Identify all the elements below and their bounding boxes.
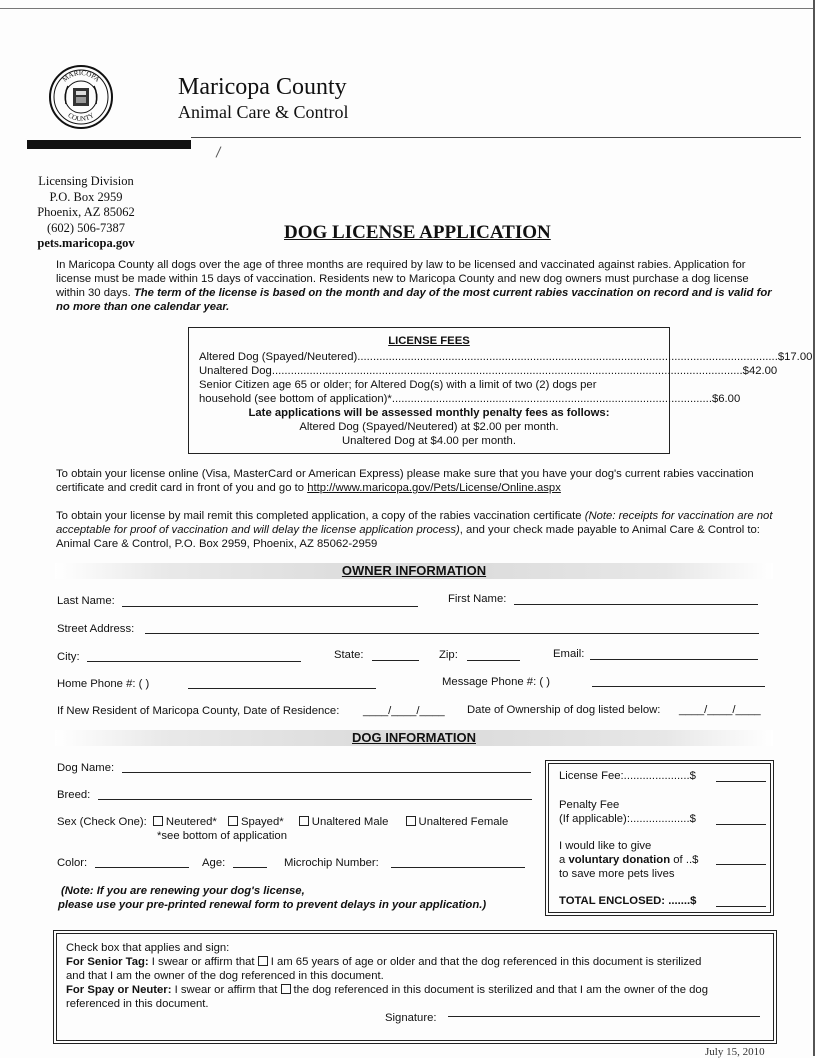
- mail-instructions: [56, 509, 776, 551]
- ownership-date-field[interactable]: ____/____/____: [679, 704, 761, 716]
- fee-amount: $17.00: [777, 351, 813, 363]
- email-label: Email:: [553, 648, 585, 660]
- donation-text: a: [559, 854, 566, 866]
- license-fees-box: [188, 327, 813, 454]
- org-name: Maricopa County: [178, 74, 347, 100]
- online-license-link[interactable]: http://www.maricopa.gov/Pets/License/Online.aspx: [307, 482, 561, 494]
- dog-heading: DOG INFORMATION: [352, 730, 476, 745]
- header-bar: [27, 140, 191, 149]
- svg-text:COUNTY: COUNTY: [66, 111, 96, 124]
- penalty-fee-label: Penalty Fee: [559, 799, 620, 811]
- microchip-field[interactable]: [391, 867, 525, 868]
- mail-text: , and your check made payable to Animal Care & Control to: Animal Care & Control, P.O. Box 2959, Phoenix, AZ 85062-2959: [56, 524, 760, 550]
- color-field[interactable]: [95, 867, 189, 868]
- address-line: P.O. Box 2959: [49, 189, 123, 204]
- donation-emphasis: voluntary donation: [568, 854, 671, 866]
- fee-label: Altered Dog (Spayed/Neutered): [199, 351, 358, 363]
- intro-emphasis: The term of the license is based on the month and day of the most current rabies vaccination on record and is valid for no more than one calendar year.: [56, 287, 772, 313]
- fees-title: LICENSE FEES: [388, 335, 470, 347]
- total-enclosed-label: TOTAL ENCLOSED: .......$: [559, 895, 697, 907]
- email-field[interactable]: [590, 659, 758, 660]
- donation-label: I would like to give: [559, 840, 652, 852]
- state-field[interactable]: [372, 660, 419, 661]
- page-title: DOG LICENSE APPLICATION: [284, 222, 551, 243]
- breed-label: Breed:: [57, 789, 91, 801]
- donation-field[interactable]: [716, 864, 766, 865]
- signature-label: Signature:: [385, 1012, 437, 1024]
- microchip-label: Microchip Number:: [284, 857, 379, 869]
- unaltered-female-option: Unaltered Female: [418, 816, 509, 828]
- breed-field[interactable]: [98, 799, 532, 800]
- donation-label: to save more pets lives: [559, 868, 675, 880]
- late-fee-unaltered: Unaltered Dog at $4.00 per month.: [342, 435, 516, 447]
- late-fee-heading: Late applications will be assessed monthly penalty fees as follows:: [248, 407, 610, 419]
- mail-text: To obtain your license by mail remit this completed application, a copy of the rabies vaccination certificate: [56, 510, 582, 522]
- home-phone-field[interactable]: [188, 688, 376, 689]
- spay-neuter-checkbox[interactable]: [281, 984, 291, 994]
- zip-field[interactable]: [467, 660, 520, 661]
- message-phone-field[interactable]: [592, 686, 765, 687]
- fee-summary-box: [545, 760, 774, 916]
- senior-affirm-text: I am 65 years of age or older and that the dog referenced in this document is sterilized: [270, 956, 702, 968]
- first-name-label: First Name:: [448, 593, 507, 605]
- unaltered-male-option: Unaltered Male: [311, 816, 389, 828]
- header-rule: [191, 137, 801, 138]
- last-name-field[interactable]: [122, 606, 418, 607]
- address-line: (602) 506-7387: [46, 220, 126, 235]
- dot-leader: ......................................................................................................................................................: [271, 365, 743, 377]
- donation-text: of ..$: [673, 854, 699, 866]
- sex-label: Sex (Check One):: [57, 816, 147, 828]
- dog-name-field[interactable]: [122, 772, 531, 773]
- street-label: Street Address:: [57, 623, 135, 635]
- fee-row: [189, 392, 741, 406]
- scan-mark: [216, 146, 222, 157]
- total-enclosed-field[interactable]: [716, 906, 766, 907]
- state-label: State:: [334, 649, 364, 661]
- senior-tag-label: For Senior Tag:: [66, 956, 149, 968]
- residence-date-field[interactable]: ____/____/____: [363, 705, 445, 717]
- donation-label: [559, 853, 698, 867]
- renewal-note-line: please use your pre-printed renewal form to prevent delays in your application.): [58, 899, 487, 911]
- online-instructions: [56, 467, 776, 495]
- residence-date-label: If New Resident of Maricopa County, Date of Residence:: [57, 705, 340, 717]
- fee-amount: $42.00: [742, 365, 778, 377]
- affirmation-intro: Check box that applies and sign:: [66, 942, 230, 954]
- fee-label: household (see bottom of application)*: [199, 393, 392, 405]
- zip-label: Zip:: [439, 649, 458, 661]
- renewal-note: [58, 884, 486, 912]
- department-name: Animal Care & Control: [178, 102, 349, 122]
- neutered-option: Neutered*: [165, 816, 217, 828]
- city-field[interactable]: [87, 661, 301, 662]
- late-fee-altered: Altered Dog (Spayed/Neutered) at $2.00 per month.: [299, 421, 559, 433]
- age-field[interactable]: [233, 867, 267, 868]
- signature-field[interactable]: [448, 1016, 760, 1017]
- dot-leader: ......................................................................................................................................: [357, 351, 778, 363]
- senior-affirm-text: I swear or affirm that: [151, 956, 255, 968]
- dog-name-label: Dog Name:: [57, 762, 115, 774]
- spay-affirm-text: I swear or affirm that: [174, 984, 278, 996]
- fee-row: Senior Citizen age 65 or older; for Altered Dog(s) with a limit of two (2) dogs per: [199, 379, 597, 391]
- fee-row: [189, 350, 813, 364]
- renewal-note-line: (Note: If you are renewing your dog's license,: [61, 885, 305, 897]
- penalty-fee-field[interactable]: [716, 824, 766, 825]
- penalty-fee-label: (If applicable):...................$: [559, 813, 696, 825]
- home-phone-label: Home Phone #: ( ): [57, 678, 150, 690]
- owner-heading: OWNER INFORMATION: [341, 563, 487, 578]
- senior-checkbox[interactable]: [258, 956, 268, 966]
- street-field[interactable]: [145, 633, 759, 634]
- spay-affirmation: [66, 983, 766, 998]
- see-bottom-note: *see bottom of application: [157, 830, 287, 842]
- intro-paragraph: [56, 258, 776, 314]
- last-name-label: Last Name:: [57, 595, 115, 607]
- owner-section-header: [55, 563, 773, 579]
- first-name-field[interactable]: [514, 604, 758, 605]
- ownership-date-label: Date of Ownership of dog listed below:: [467, 704, 661, 716]
- spay-neuter-label: For Spay or Neuter:: [66, 984, 172, 996]
- spayed-checkbox[interactable]: [228, 816, 238, 826]
- unaltered-male-checkbox[interactable]: [299, 816, 309, 826]
- fee-amount: $6.00: [711, 393, 741, 405]
- message-phone-label: Message Phone #: ( ): [442, 676, 551, 688]
- mailing-address: [26, 174, 146, 252]
- fee-label: Unaltered Dog: [199, 365, 272, 377]
- spay-affirm-text: the dog referenced in this document is sterilized and that I am the owner of the dog: [293, 984, 708, 996]
- online-text: To obtain your license online (Visa, MasterCard or American Express) please make sure that you have your dog's current rabies vaccination certificate and credit card in front of you and go to: [56, 468, 754, 494]
- spayed-option: Spayed*: [240, 816, 284, 828]
- revision-date: July 15, 2010: [705, 1046, 765, 1058]
- intro-text: In Maricopa County all dogs over the age of three months are required by law to be licensed and vaccinated against rabies. Application for license must be made within 15 days of vaccination. Residents new to Maricopa County and new dog owners must purchase a dog license within 30 days.: [56, 259, 749, 299]
- dog-section-header: [55, 730, 773, 746]
- license-fee-label: License Fee:.....................$: [559, 770, 696, 782]
- sex-row: [57, 816, 508, 828]
- website: pets.maricopa.gov: [37, 236, 135, 250]
- age-label: Age:: [202, 857, 226, 869]
- spay-affirmation-cont: referenced in this document.: [66, 998, 209, 1010]
- unaltered-female-checkbox[interactable]: [406, 816, 416, 826]
- county-seal-logo: [48, 64, 114, 130]
- scan-top-line: [0, 8, 815, 9]
- svg-text:MARICOPA: MARICOPA: [60, 68, 102, 84]
- fee-row: [189, 364, 778, 378]
- senior-affirmation-cont: and that I am the owner of the dog referenced in this document.: [66, 970, 384, 982]
- mail-note: (Note: receipts for vaccination are not acceptable for proof of vaccination and will delay the license application process): [56, 510, 773, 536]
- fee-summary-inner: [548, 763, 771, 913]
- license-fee-field[interactable]: [716, 781, 766, 782]
- address-line: Licensing Division: [38, 174, 134, 188]
- city-label: City:: [57, 651, 80, 663]
- dot-leader: ......................................................................................................: [391, 393, 712, 405]
- senior-affirmation: [66, 955, 766, 970]
- neutered-checkbox[interactable]: [153, 816, 163, 826]
- address-line: Phoenix, AZ 85062: [37, 205, 135, 219]
- color-label: Color:: [57, 857, 88, 869]
